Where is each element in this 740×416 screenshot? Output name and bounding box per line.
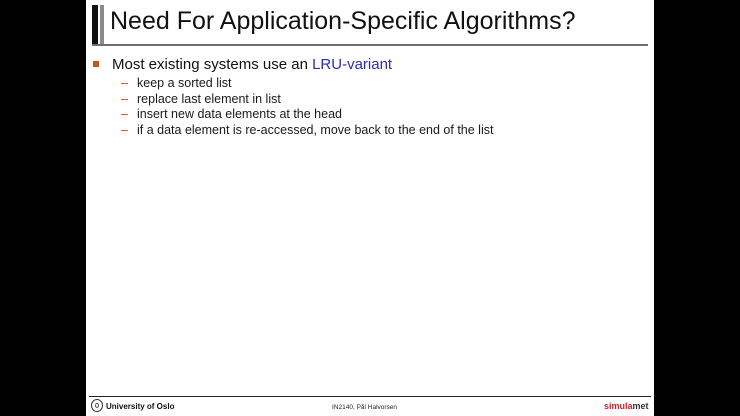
sub-item-text: replace last element in list: [137, 91, 281, 106]
footer-divider: [89, 396, 651, 397]
title-bar: [92, 5, 648, 43]
logo-part-simula: simula: [604, 401, 633, 411]
title-accent-gray: [100, 5, 104, 45]
dash-bullet-icon: –: [121, 91, 128, 106]
sub-item: [86, 76, 654, 92]
bullet-highlight: LRU-variant: [312, 56, 393, 73]
dash-bullet-icon: –: [121, 122, 128, 137]
sub-item-text: insert new data elements at the head: [137, 107, 342, 121]
sub-item-text: if a data element is re-accessed, move back to the end of the list: [137, 122, 494, 137]
square-bullet-icon: [93, 61, 99, 67]
dash-bullet-icon: –: [121, 107, 128, 121]
course-info: IN2140, Pål Halvorsen: [332, 404, 398, 411]
sub-item: [86, 107, 654, 123]
slide-title: Need For Application-Specific Algorithms?: [110, 7, 576, 35]
slide-footer: [86, 396, 654, 416]
dash-bullet-icon: –: [121, 76, 128, 90]
university-seal-icon: [91, 399, 103, 412]
slide: [86, 0, 654, 416]
sub-item: [86, 92, 654, 108]
slide-content: [86, 56, 654, 138]
sub-item: [86, 123, 654, 139]
logo-part-met: met: [632, 401, 649, 411]
title-divider: [92, 44, 648, 46]
university-name: University of Oslo: [106, 402, 175, 411]
title-accent-black: [92, 5, 98, 45]
sub-item-text: keep a sorted list: [137, 76, 232, 90]
simulamet-logo: [604, 401, 649, 411]
bullet-item: [86, 56, 654, 76]
sub-list: [86, 76, 654, 138]
bullet-main-text: Most existing systems use an: [112, 56, 313, 73]
bullet-text: [112, 56, 392, 73]
